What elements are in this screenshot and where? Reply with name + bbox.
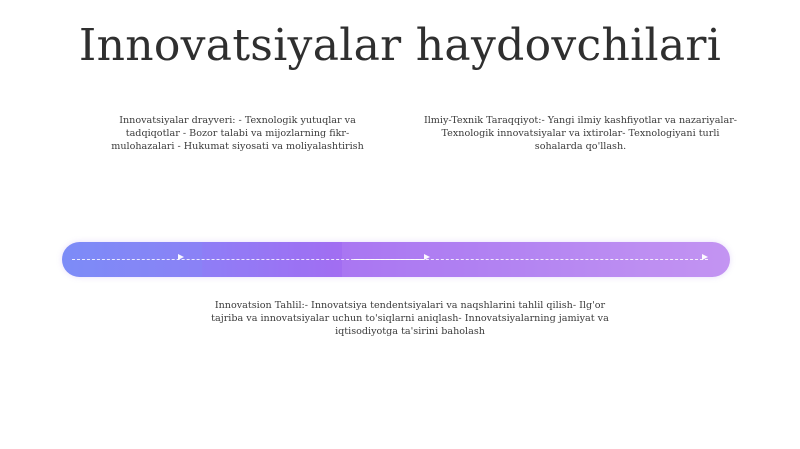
timeline-solid-line: [354, 259, 424, 260]
arrow-right-icon: [424, 254, 430, 260]
note-scientific-progress: Ilmiy-Texnik Taraqqiyot:- Yangi ilmiy kashfiyotlar va nazariyalar- Texnologik innovatsiyalar va ixtirolar- Texnologiyani turli sohalarda qo'llash.: [423, 115, 738, 152]
note-innovation-drivers: Innovatsiyalar drayveri: - Texnologik yutuqlar va tadqiqotlar - Bozor talabi va mijozlarning fikr-mulohazalari - Hukumat siyosati va moliyalashtirish: [111, 115, 364, 152]
note-innovation-analysis: Innovatsion Tahlil:- Innovatsiya tendentsiyalari va naqshlarini tahlil qilish- Ilg'or tajriba va innovatsiyalar uchun to'siqlarni aniqlash- Innovatsiyalarning jamiyat va iqtisodiyotga ta'sirini baholash: [211, 300, 609, 337]
arrow-right-icon: [178, 254, 184, 260]
page-title: Innovatsiyalar haydovchilari: [78, 20, 722, 71]
timeline-bar: [62, 242, 730, 277]
arrow-right-icon: [702, 254, 708, 260]
